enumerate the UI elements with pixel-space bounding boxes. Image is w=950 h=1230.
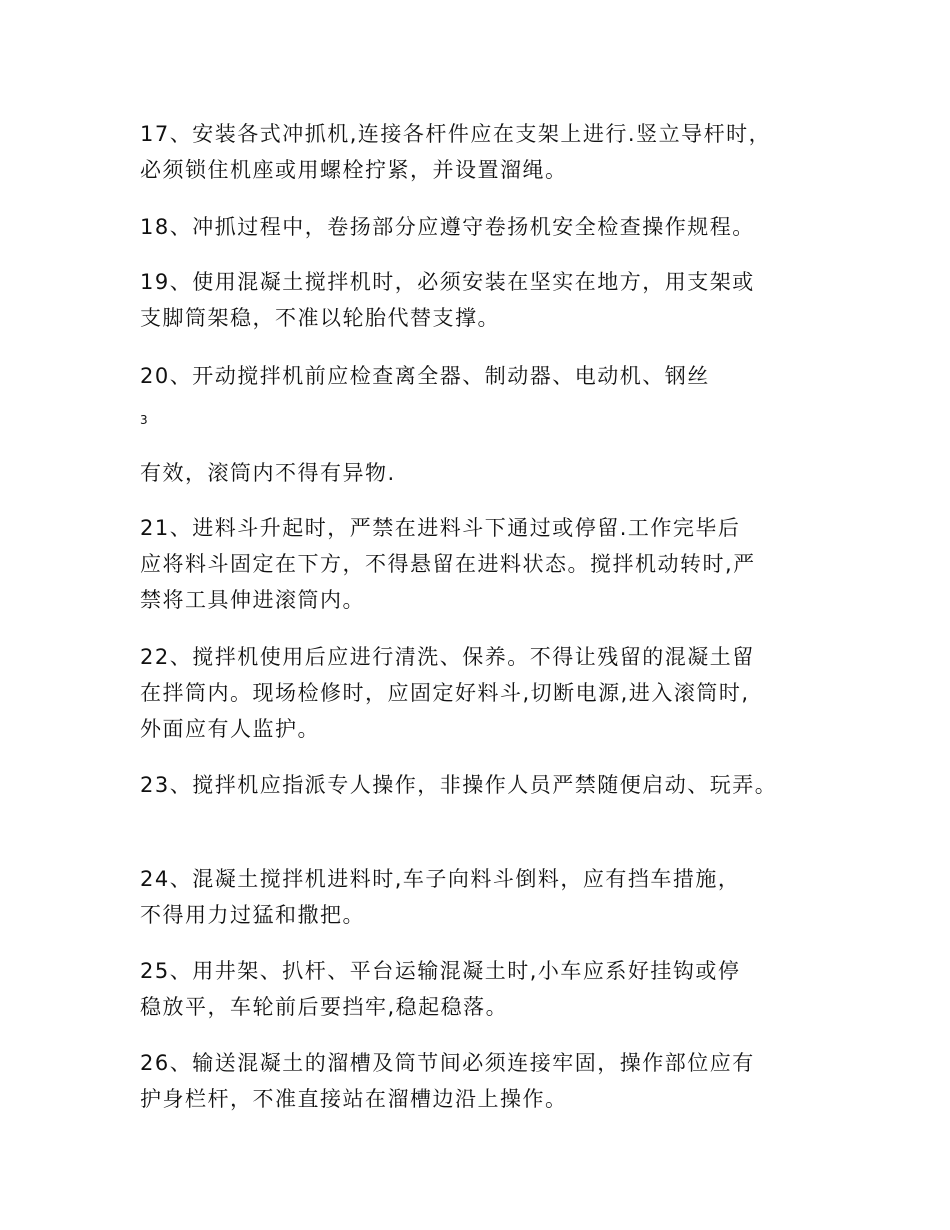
paragraph-line: 20、开动搅拌机前应检查离全器、制动器、电动机、钢丝 xyxy=(140,364,710,388)
paragraph-line: 应将料斗固定在下方，不得悬留在进料状态。搅拌机动转时,严 xyxy=(140,552,756,576)
paragraph-21 xyxy=(140,510,840,618)
paragraph-line: 外面应有人监护。 xyxy=(140,717,320,741)
paragraph-line: 22、搅拌机使用后应进行清洗、保养。不得让残留的混凝土留 xyxy=(140,645,755,669)
paragraph-25 xyxy=(140,953,840,1025)
paragraph-line: 21、进料斗升起时，严禁在进料斗下通过或停留.工作完毕后 xyxy=(140,516,741,540)
paragraph-20-continued xyxy=(140,455,840,491)
paragraph-line: 19、使用混凝土搅拌机时，必须安装在坚实在地方，用支架或 xyxy=(140,270,755,294)
paragraph-26 xyxy=(140,1045,840,1117)
paragraph-line: 26、输送混凝土的溜槽及筒节间必须连接牢固，操作部位应有 xyxy=(140,1051,755,1075)
paragraph-line: 必须锁住机座或用螺栓拧紧，并设置溜绳。 xyxy=(140,158,568,182)
paragraph-line: 护身栏杆，不准直接站在溜槽边沿上操作。 xyxy=(140,1087,568,1111)
paragraph-line: 23、搅拌机应指派专人操作，非操作人员严禁随便启动、玩弄。 xyxy=(140,773,778,797)
paragraph-23 xyxy=(140,767,840,803)
paragraph-line: 在拌筒内。现场检修时，应固定好料斗,切断电源,进入滚筒时, xyxy=(140,681,750,705)
paragraph-line: 稳放平，车轮前后要挡牢,稳起稳落。 xyxy=(140,995,509,1019)
paragraph-line: 不得用力过猛和撒把。 xyxy=(140,903,365,927)
paragraph-22 xyxy=(140,639,840,747)
paragraph-line: 25、用井架、扒杆、平台运输混凝土时,小车应系好挂钩或停 xyxy=(140,959,741,983)
paragraph-line: 18、冲抓过程中，卷扬部分应遵守卷扬机安全检查操作规程。 xyxy=(140,215,755,239)
paragraph-19 xyxy=(140,264,840,336)
paragraph-line: 24、混凝土搅拌机进料时,车子向料斗倒料，应有挡车措施， xyxy=(140,867,741,891)
paragraph-line: 17、安装各式冲抓机,连接各杆件应在支架上进行.竖立导杆时， xyxy=(140,122,772,146)
paragraph-line: 禁将工具伸进滚筒内。 xyxy=(140,588,365,612)
paragraph-18 xyxy=(140,209,840,245)
paragraph-20 xyxy=(140,358,840,394)
paragraph-line: 支脚筒架稳，不准以轮胎代替支撑。 xyxy=(140,306,500,330)
paragraph-17 xyxy=(140,116,840,188)
paragraph-24 xyxy=(140,861,840,933)
page-number: 3 xyxy=(140,413,148,427)
paragraph-line: 有效，滚筒内不得有异物. xyxy=(140,461,396,485)
